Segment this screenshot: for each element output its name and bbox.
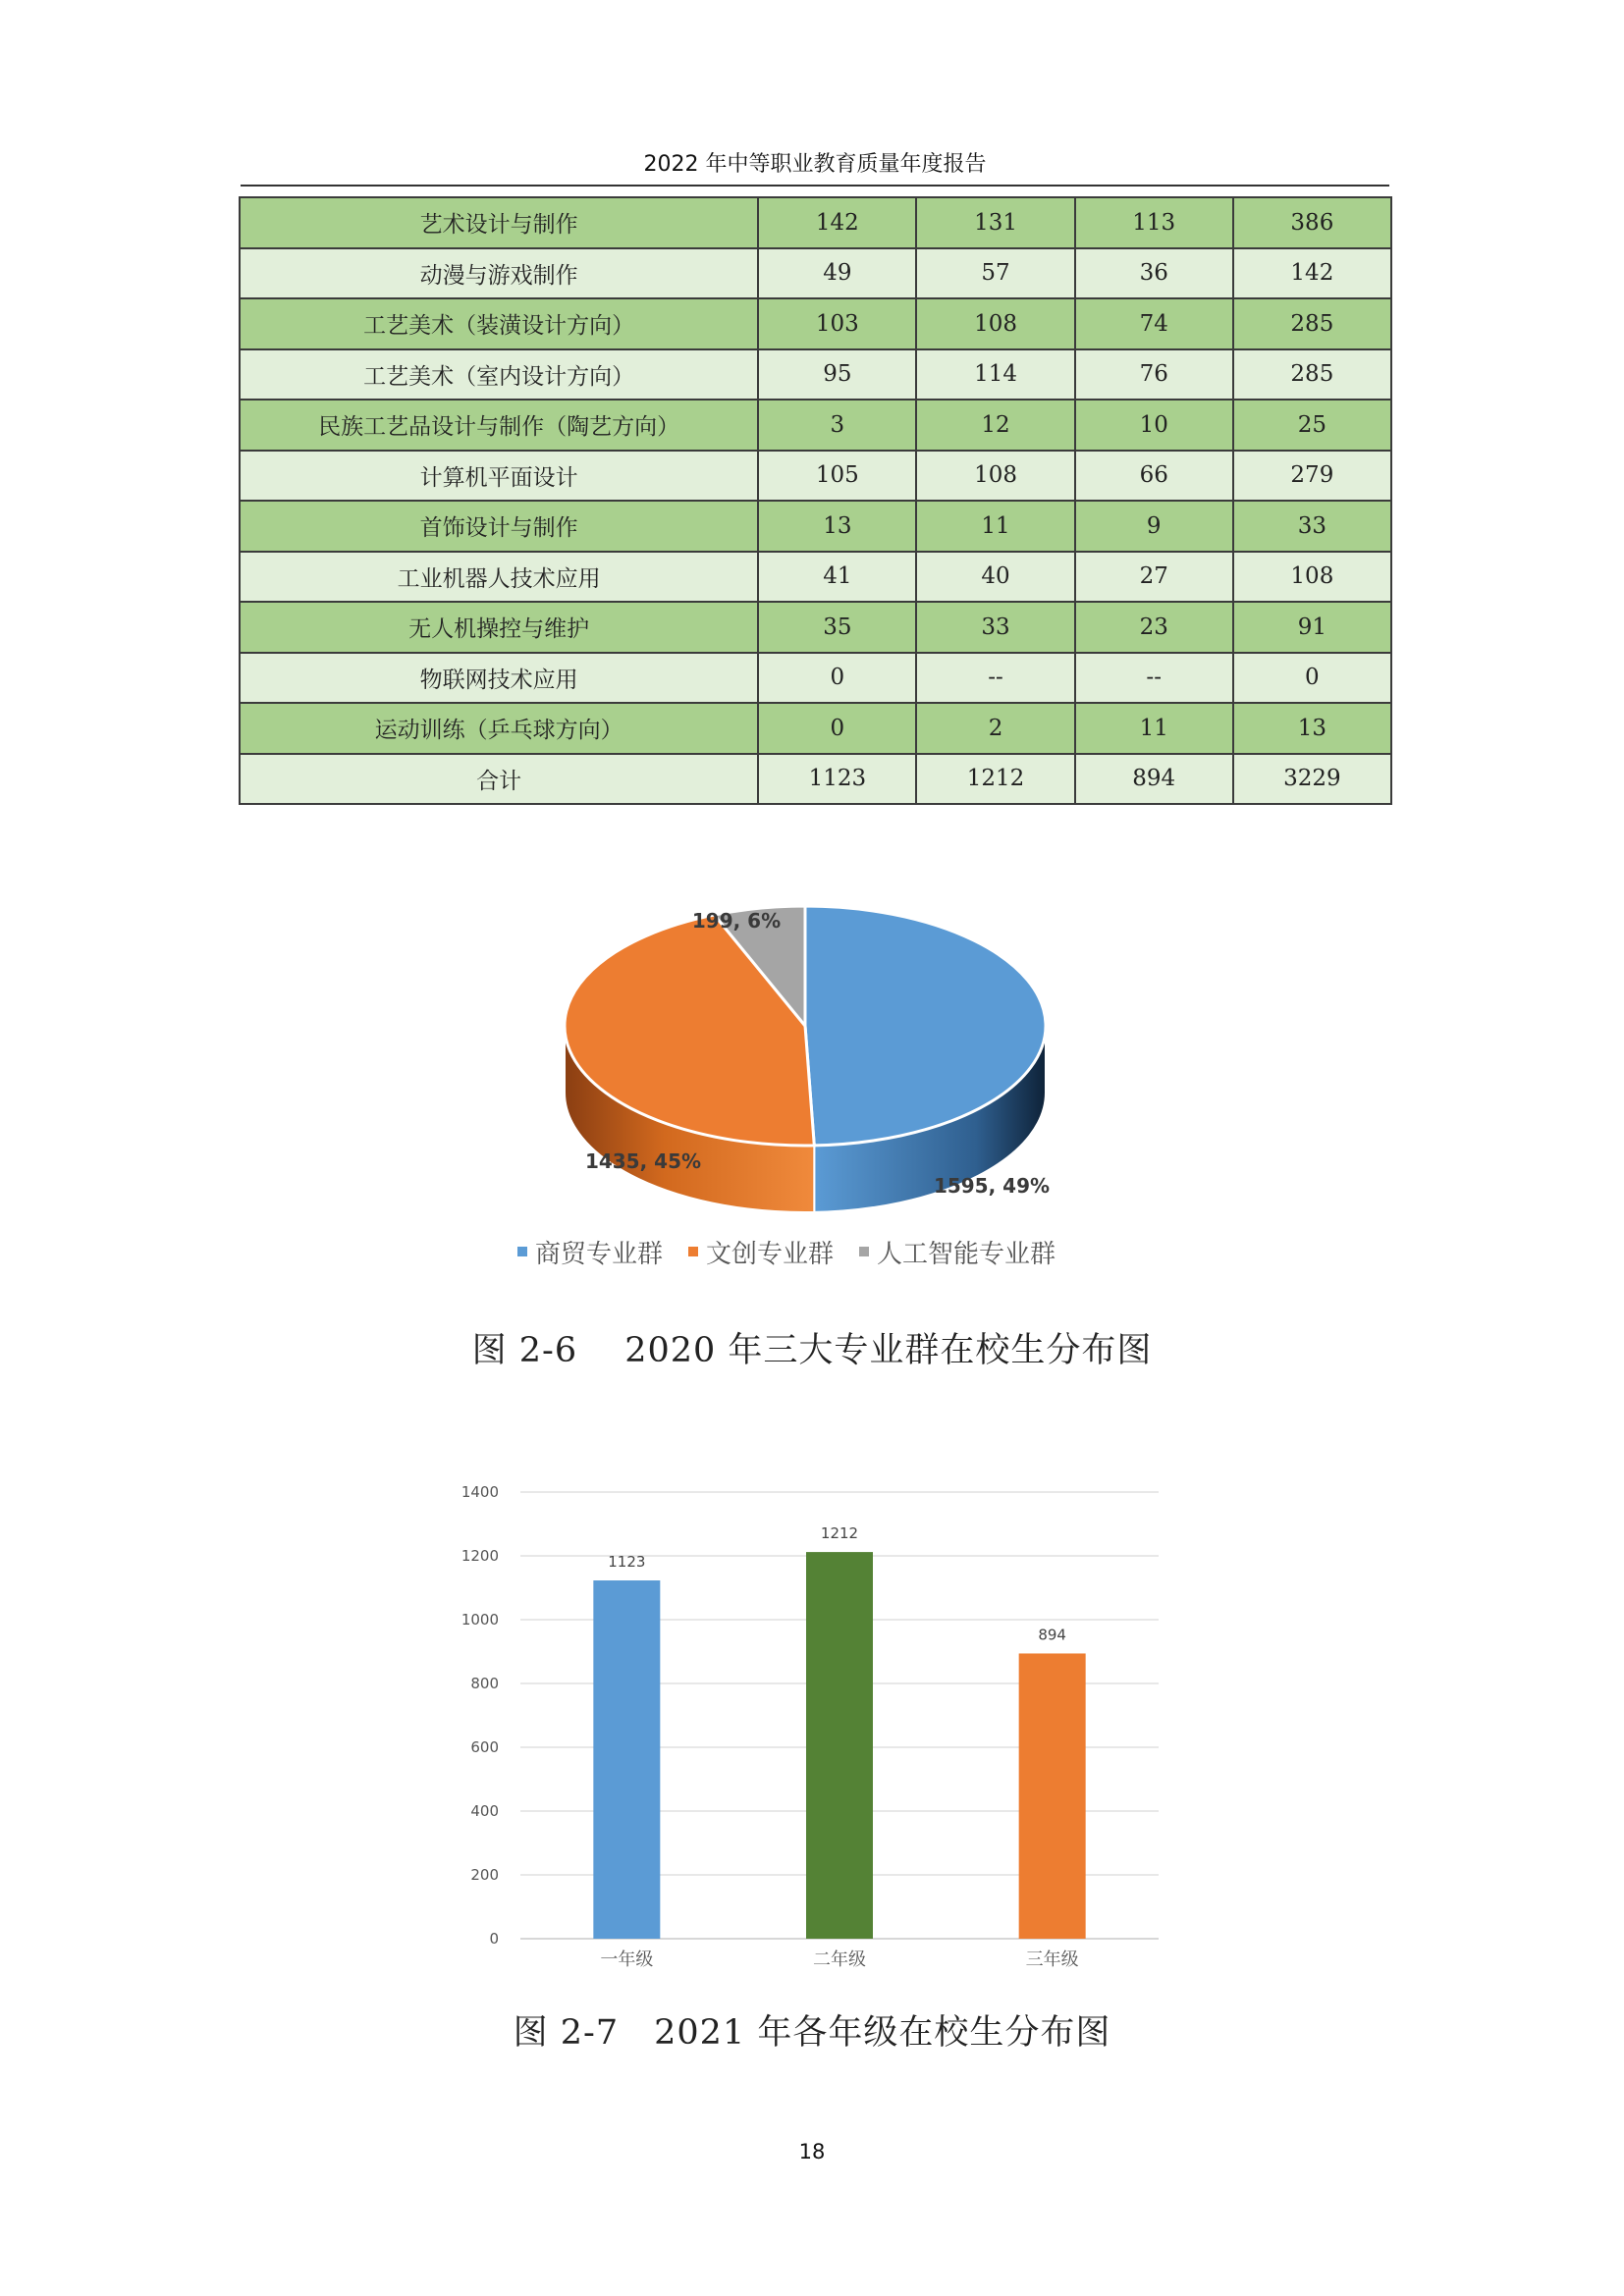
y-tick-label: 1400	[460, 1483, 499, 1501]
y-tick-label: 0	[489, 1930, 499, 1948]
pie-data-label: 199, 6%	[691, 909, 782, 933]
table-cell-major: 民族工艺品设计与制作（陶艺方向）	[240, 400, 758, 451]
legend-label: 商贸专业群	[535, 1239, 664, 1269]
table-cell-value: 1212	[916, 754, 1074, 805]
y-tick-label: 1200	[460, 1547, 499, 1565]
table-cell-value: 103	[758, 298, 916, 349]
y-tick-label: 800	[470, 1675, 499, 1692]
table-cell-value: 108	[1233, 552, 1391, 603]
table-cell-value: 131	[916, 197, 1074, 248]
table-row	[240, 298, 1391, 349]
table-cell-major: 动漫与游戏制作	[240, 248, 758, 299]
table-row	[240, 653, 1391, 704]
pie-data-label: 1595, 49%	[933, 1174, 1051, 1198]
table-cell-major: 物联网技术应用	[240, 653, 758, 704]
legend-swatch	[688, 1247, 698, 1256]
header-divider	[241, 185, 1389, 187]
table-cell-major: 工艺美术（室内设计方向）	[240, 349, 758, 400]
table-cell-value: 33	[1233, 501, 1391, 552]
table-cell-value: 35	[758, 602, 916, 653]
table-cell-value: 27	[1075, 552, 1233, 603]
x-category-label: 一年级	[600, 1949, 654, 1970]
y-tick-label: 1000	[460, 1611, 499, 1629]
table-cell-value: 41	[758, 552, 916, 603]
legend-label: 文创专业群	[706, 1239, 835, 1269]
table-cell-value: 285	[1233, 349, 1391, 400]
pie-chart-svg	[530, 854, 1080, 1291]
table-cell-value: --	[1075, 653, 1233, 704]
table-cell-major: 首饰设计与制作	[240, 501, 758, 552]
table-row	[240, 602, 1391, 653]
table-cell-value: 142	[1233, 248, 1391, 299]
pie-legend	[517, 1232, 1107, 1271]
table-cell-value: 279	[1233, 451, 1391, 502]
table-cell-value: 285	[1233, 298, 1391, 349]
table-row	[240, 501, 1391, 552]
table-cell-value: 95	[758, 349, 916, 400]
table-cell-value: 11	[1075, 703, 1233, 754]
table-cell-value: 114	[916, 349, 1074, 400]
bar-value-label: 894	[1038, 1626, 1066, 1644]
pie-data-label: 1435, 45%	[584, 1149, 702, 1173]
table-cell-major: 艺术设计与制作	[240, 197, 758, 248]
table-cell-major: 无人机操控与维护	[240, 602, 758, 653]
table-cell-value: 74	[1075, 298, 1233, 349]
table-cell-major: 计算机平面设计	[240, 451, 758, 502]
table-cell-value: 23	[1075, 602, 1233, 653]
table-cell-value: 33	[916, 602, 1074, 653]
table-row	[240, 703, 1391, 754]
figure-caption-2-6: 图 2-6 2020 年三大专业群在校生分布图	[471, 1331, 1153, 1370]
table-cell-value: 76	[1075, 349, 1233, 400]
table-cell-value: 108	[916, 451, 1074, 502]
table-cell-value: 9	[1075, 501, 1233, 552]
legend-swatch	[859, 1247, 869, 1256]
pie-tops	[565, 906, 1046, 1146]
y-tick-label: 200	[470, 1866, 499, 1884]
table-cell-value: 108	[916, 298, 1074, 349]
y-tick-label: 400	[470, 1802, 499, 1820]
bar	[593, 1580, 660, 1939]
table-cell-value: 3229	[1233, 754, 1391, 805]
table-cell-value: 11	[916, 501, 1074, 552]
figure-caption-2-7: 图 2-7 2021 年各年级在校生分布图	[513, 2013, 1111, 2053]
table-cell-value: 3	[758, 400, 916, 451]
table-cell-value: 0	[758, 653, 916, 704]
table-cell-value: 91	[1233, 602, 1391, 653]
table-cell-value: 10	[1075, 400, 1233, 451]
legend-label: 人工智能专业群	[877, 1239, 1056, 1269]
legend-swatch	[517, 1247, 527, 1256]
table-total-row	[240, 754, 1391, 805]
table-cell-value: 2	[916, 703, 1074, 754]
table-cell-value: 1123	[758, 754, 916, 805]
table-row	[240, 248, 1391, 299]
table-cell-value: 142	[758, 197, 916, 248]
table-row	[240, 197, 1391, 248]
legend-item	[859, 1234, 1056, 1270]
table-cell-value: 66	[1075, 451, 1233, 502]
table-row	[240, 349, 1391, 400]
legend-item	[517, 1234, 663, 1270]
table-cell-value: 12	[916, 400, 1074, 451]
enrollment-table	[239, 196, 1392, 805]
page-number: 18	[798, 2140, 826, 2163]
bar-value-label: 1212	[820, 1524, 859, 1543]
table-cell-value: 13	[758, 501, 916, 552]
table-cell-value: 13	[1233, 703, 1391, 754]
table-cell-value: 105	[758, 451, 916, 502]
table-row	[240, 552, 1391, 603]
table-cell-major: 合计	[240, 754, 758, 805]
x-category-label: 三年级	[1025, 1949, 1079, 1970]
table-row	[240, 400, 1391, 451]
bar-chart-svg	[442, 1463, 1188, 1973]
table-cell-value: 57	[916, 248, 1074, 299]
y-tick-label: 600	[470, 1738, 499, 1756]
page-header-title: 2022 年中等职业教育质量年度报告	[643, 152, 987, 177]
table-cell-value: 0	[1233, 653, 1391, 704]
bar-value-label: 1123	[608, 1553, 646, 1572]
bar-chart	[442, 1463, 1188, 1973]
table-cell-value: 25	[1233, 400, 1391, 451]
table-cell-value: 386	[1233, 197, 1391, 248]
bar	[1019, 1653, 1086, 1939]
table-cell-value: 0	[758, 703, 916, 754]
table-cell-value: 894	[1075, 754, 1233, 805]
table-cell-value: 36	[1075, 248, 1233, 299]
x-category-label: 二年级	[813, 1949, 866, 1970]
table-cell-major: 工业机器人技术应用	[240, 552, 758, 603]
table-cell-major: 运动训练（乒乓球方向）	[240, 703, 758, 754]
table-cell-value: 113	[1075, 197, 1233, 248]
table-cell-value: --	[916, 653, 1074, 704]
table-cell-value: 49	[758, 248, 916, 299]
legend-item	[688, 1234, 834, 1270]
table-cell-value: 40	[916, 552, 1074, 603]
bar	[806, 1552, 873, 1939]
table-cell-major: 工艺美术（装潢设计方向）	[240, 298, 758, 349]
pie-chart	[530, 854, 1080, 1291]
table-row	[240, 451, 1391, 502]
